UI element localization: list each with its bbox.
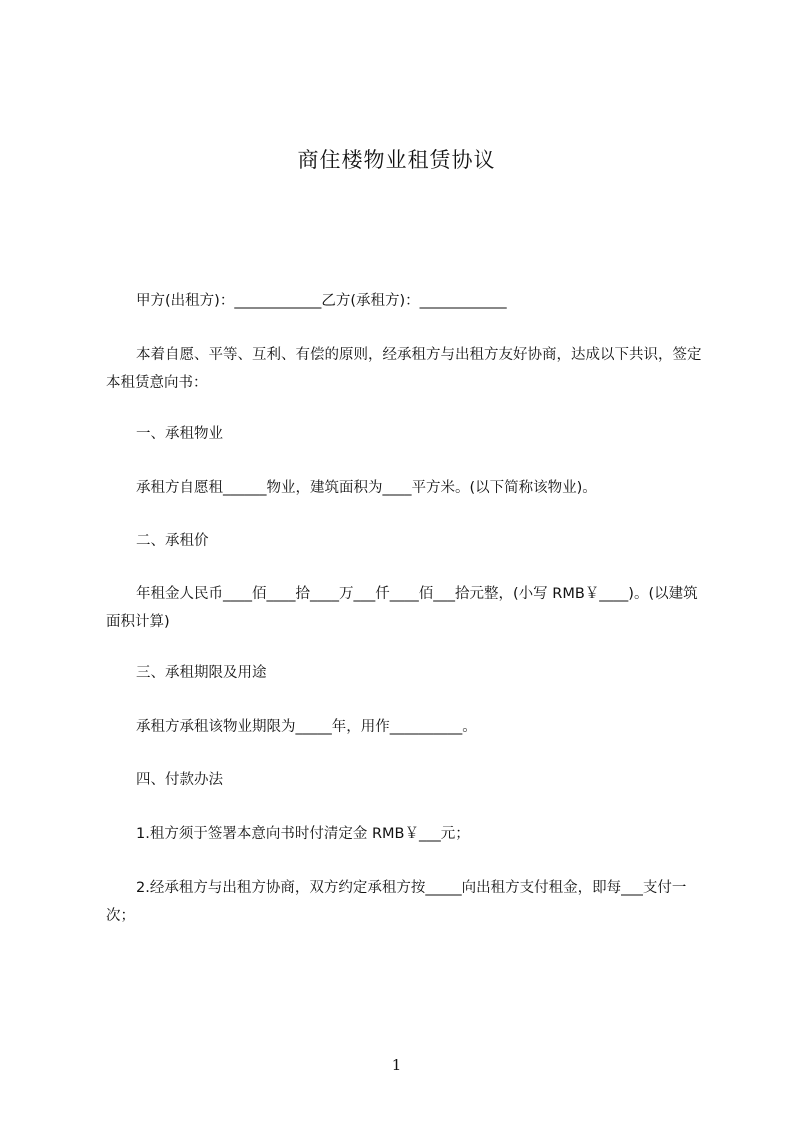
section1-text: 承租方自愿租______物业，建筑面积为____平方米。(以下简称该物业)。 xyxy=(136,480,597,496)
section3-heading: 三、承租期限及用途 xyxy=(136,665,267,681)
parties-line: 甲方(出租方)：____________乙方(承租方)：____________ xyxy=(136,293,507,309)
section2-heading: 二、承租价 xyxy=(136,533,209,549)
section2-text: 年租金人民币____佰____拾____万___仟____佰___拾元整，(小写 RMB￥____)。(以建筑面积计算) xyxy=(106,586,698,630)
section4-heading: 四、付款办法 xyxy=(136,772,223,788)
document-title: 商住楼物业租赁协议 xyxy=(297,148,496,172)
section4-item2: 2.经承租方与出租方协商，双方约定承租方按_____向出租方支付租金，即每___支付一次； xyxy=(106,880,687,924)
intro-paragraph: 本着自愿、平等、互利、有偿的原则，经承租方与出租方友好协商，达成以下共识，签定本租赁意向书： xyxy=(106,347,702,391)
section4-item1: 1.租方须于签署本意向书时付清定金 RMB￥___元； xyxy=(136,826,470,842)
section3-text: 承租方承租该物业期限为_____年，用作__________。 xyxy=(136,719,477,735)
page-number: 1 xyxy=(391,1056,402,1074)
section1-heading: 一、承租物业 xyxy=(136,426,223,442)
